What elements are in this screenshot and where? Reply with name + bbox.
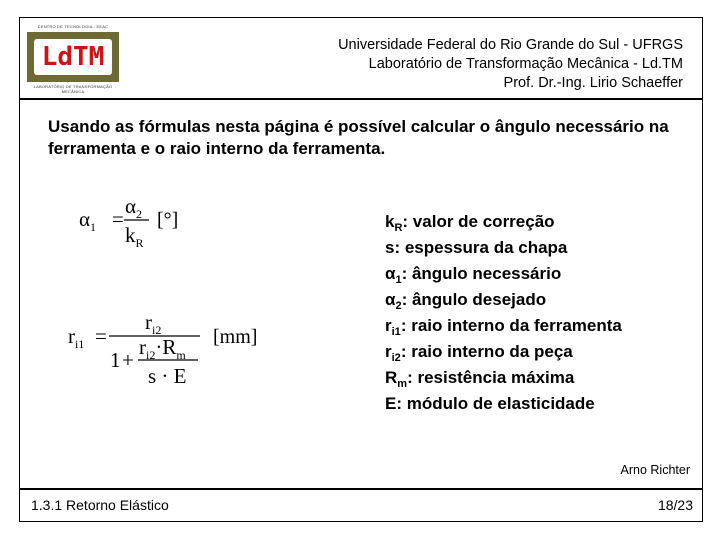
f2-num: r	[145, 310, 152, 334]
logo-bottom-text: LABORATÓRIO DE TRANSFORMAÇÃO MECÂNICA	[33, 84, 113, 94]
svg-text:ri1	[68, 324, 84, 351]
f2-inner-R-sub: m	[176, 348, 186, 362]
definition-item: $r_{i2}$: raio interno da peça	[385, 342, 573, 364]
f1-equals: =	[112, 207, 124, 231]
definition-item: $R_m$: resistência máxima	[385, 368, 575, 390]
f2-num-sub: i2	[152, 323, 162, 337]
definition-item: $r_{i1}$: raio interno da ferramenta	[385, 316, 622, 338]
f2-inner-den: s · E	[148, 364, 187, 388]
f2-lhs-sub: i1	[75, 337, 85, 351]
definition-item: $\alpha_1$: ângulo necessário	[385, 264, 562, 286]
footer-divider	[19, 488, 703, 490]
f2-one: 1	[110, 348, 121, 372]
svg-text:α2	[125, 194, 142, 221]
f2-inner-r-sub: i2	[146, 348, 156, 362]
lab-name: Laboratório de Transformação Mecânica - Ld.TM	[368, 56, 683, 72]
definition-item: $k_R$: valor de correção	[385, 212, 555, 234]
f1-unit: [°]	[157, 209, 179, 231]
formula-angle	[79, 194, 178, 250]
svg-text:α1	[79, 207, 96, 234]
header-divider	[19, 98, 703, 100]
section-title: 1.3.1 Retorno Elástico	[31, 497, 169, 513]
f1-lhs: α	[79, 207, 91, 231]
f1-num: α	[125, 194, 137, 218]
f2-inner-dot: ·	[155, 335, 163, 359]
f1-den: k	[125, 223, 136, 247]
professor-name: Prof. Dr.-Ing. Lirio Schaeffer	[503, 75, 683, 91]
logo-top-text: CENTRO DE TECNOLOGIA - EEAC	[37, 24, 109, 29]
f2-lhs: r	[68, 324, 75, 348]
page-number: 18/23	[657, 497, 693, 513]
author-name: Arno Richter	[620, 463, 690, 477]
f1-lhs-sub: 1	[90, 220, 97, 234]
svg-text:ri2	[145, 310, 161, 337]
ldtm-logo	[27, 22, 119, 92]
f2-inner-R: R	[162, 335, 177, 359]
f2-unit: [mm]	[213, 326, 258, 348]
f1-num-sub: 2	[136, 207, 143, 221]
definition-item: $\alpha_2$: ângulo desejado	[385, 290, 547, 312]
svg-text:ri2·Rm	[139, 335, 186, 362]
f2-equals: =	[95, 324, 107, 348]
f1-den-sub: R	[135, 236, 144, 250]
f2-plus: +	[122, 348, 134, 372]
definition-item: E: módulo de elasticidade	[385, 394, 595, 413]
definitions-list	[385, 210, 622, 418]
svg-text:kR	[125, 223, 144, 250]
logo-mark	[34, 39, 112, 75]
formula-radius	[68, 310, 257, 388]
definition-item: s: espessura da chapa	[385, 238, 568, 257]
logo-wordmark: LdTM	[41, 42, 105, 72]
f2-inner-r: r	[139, 335, 146, 359]
institution-name: Universidade Federal do Rio Grande do Sul - UFRGS	[338, 37, 683, 53]
formulas	[55, 188, 285, 398]
institution-block	[338, 36, 683, 93]
intro-text: Usando as fórmulas nesta página é possível calcular o ângulo necessário na ferramenta e o raio interno da ferramenta.	[48, 117, 669, 158]
